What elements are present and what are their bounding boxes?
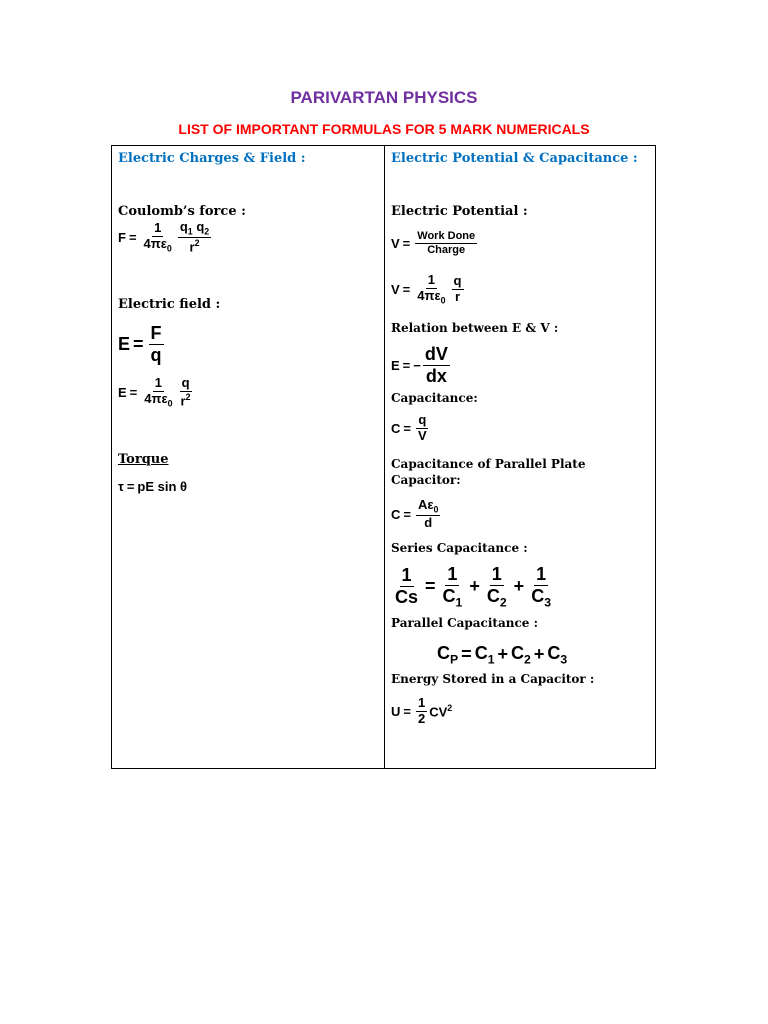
- capacitance-label: Capacitance:: [391, 391, 478, 405]
- parallel-capacitance-label: Parallel Capacitance :: [391, 616, 539, 630]
- series-capacitance-formula: $\frac{1}{Cs}$ = $\frac{1}{C_1}$ + $\frac{1}{C_2}$ + $\frac{1}{C_3}$: [395, 564, 551, 610]
- parallel-plate-formula: C = $\frac{A\varepsilon_0}{d}$: [391, 497, 439, 530]
- column-divider: [384, 146, 385, 768]
- potential-formula-1: V = $\frac{\text{Work Done}}{\text{Charge}}$: [391, 230, 476, 256]
- coulomb-force-formula: F = $\frac{1}{4\pi\varepsilon_0}$ $\frac{q_1 q_2}{r^2}$: [118, 219, 210, 255]
- electric-field-formula-2: E = $\frac{1}{4\pi\varepsilon_0}$ $\frac{q}{r^2}$: [118, 375, 191, 409]
- energy-stored-formula: U = $\frac{1}{2}$ $CV^2$: [391, 695, 453, 726]
- work-done-text: Work Done: [417, 230, 476, 242]
- series-capacitance-label: Series Capacitance :: [391, 541, 528, 555]
- page-title: PARIVARTAN PHYSICS: [290, 88, 478, 107]
- torque-label: Torque: [118, 452, 169, 467]
- parallel-plate-label-2: Capacitor:: [391, 473, 461, 487]
- right-column-heading: Electric Potential & Capacitance :: [391, 151, 638, 166]
- relation-e-v-label: Relation between E & V :: [391, 321, 559, 335]
- torque-formula: τ = pE sin θ: [118, 479, 188, 494]
- electric-field-formula-1: E = $\frac{F}{q}$: [118, 323, 162, 365]
- capacitance-formula: C = $\frac{q}{V}$: [391, 412, 427, 443]
- parallel-capacitance-formula: $C_P$ = $C_1$ + $C_2$ + $C_3$: [437, 643, 568, 667]
- formula-table: [111, 145, 656, 769]
- charge-text: Charge: [427, 243, 466, 256]
- energy-stored-label: Energy Stored in a Capacitor :: [391, 672, 595, 686]
- electric-field-label: Electric field :: [118, 297, 221, 312]
- relation-e-v-formula: E = − $\frac{dV}{dx}$: [391, 344, 448, 386]
- left-column-heading: Electric Charges & Field :: [118, 151, 306, 166]
- coulomb-force-label: Coulomb’s force :: [118, 204, 246, 219]
- potential-formula-2: V = $\frac{1}{4\pi\varepsilon_0}$ $\frac{q}{r}$: [391, 272, 462, 306]
- page-subtitle: LIST OF IMPORTANT FORMULAS FOR 5 MARK NUMERICALS: [178, 121, 590, 137]
- electric-potential-label: Electric Potential :: [391, 204, 528, 219]
- parallel-plate-label-1: Capacitance of Parallel Plate: [391, 457, 586, 471]
